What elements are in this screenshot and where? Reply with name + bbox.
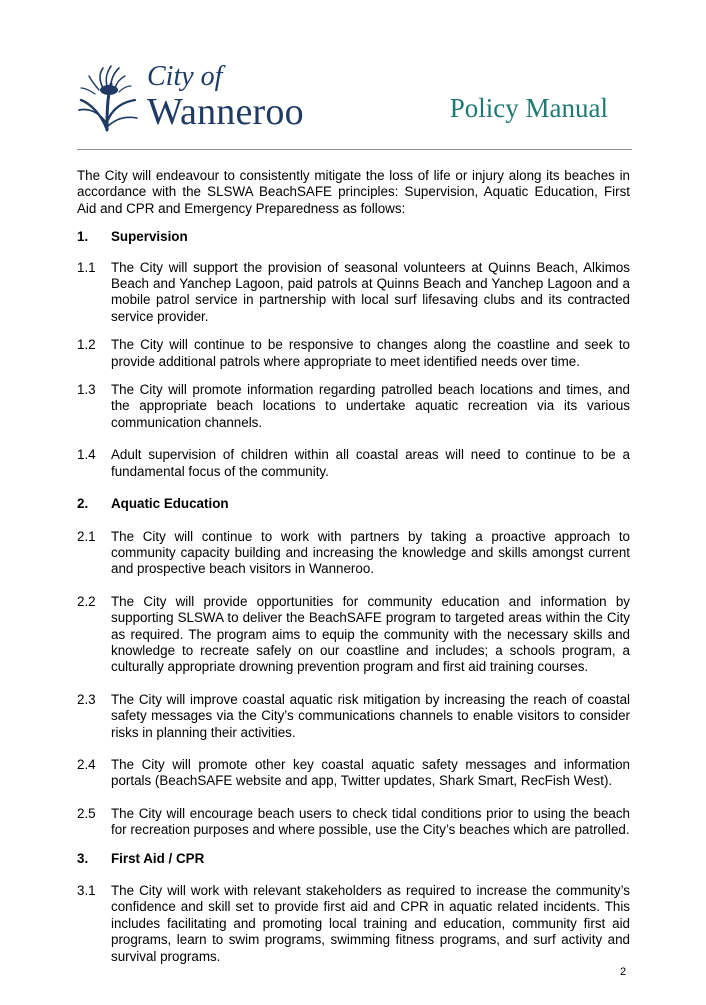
clause-text: Adult supervision of children within all coastal areas will need to continue to be a fundamental focus of the community.: [111, 447, 630, 479]
header-divider: [77, 149, 632, 150]
section-heading-aquatic-education: [77, 496, 630, 512]
clause-text: The City will support the provision of seasonal volunteers at Quinns Beach, Alkimos Beach and Yanchep Lagoon, paid patrols at Quinns Beach and Yanchep Lagoon and a mobile patrol service in partnership with local surf lifesaving clubs and its contracted service provider.: [111, 259, 630, 324]
clause-number: 3.1: [77, 883, 96, 898]
clause-item: [77, 757, 630, 790]
clause-text: The City will improve coastal aquatic risk mitigation by increasing the reach of coastal safety messages via the City’s communications channels to enable visitors to consider risks in planning their activities.: [111, 691, 630, 740]
clause-item: [77, 382, 630, 431]
page-header: [77, 62, 632, 152]
logo-city-of-text: City of: [147, 61, 223, 92]
clause-item: [77, 337, 630, 370]
clause-number: 1.4: [77, 447, 96, 463]
section-number: 3.: [77, 850, 89, 866]
intro-paragraph: The City will endeavour to consistently mitigate the loss of life or injury along its beaches in accordance with the SLSWA BeachSAFE principles: Supervision, Aquatic Education, First Aid and CPR and Emergency Preparedness as follows:: [77, 168, 630, 216]
section-number: 1.: [77, 229, 89, 245]
section-title: Supervision: [111, 229, 188, 245]
clause-text: The City will provide opportunities for community education and information by supporting SLSWA to deliver the BeachSAFE program to targeted areas within the City as required. The program aims to equip the community with the necessary skills and knowledge to recreate safely on our coastline and includes; a schools program, a culturally appropriate drowning prevention program and first aid training courses.: [111, 593, 630, 675]
clause-text: The City will continue to work with partners by taking a proactive approach to community capacity building and increasing the knowledge and skills amongst current and prospective beach visitors in Wanneroo.: [111, 528, 630, 577]
clause-text: The City will continue to be responsive to changes along the coastline and seek to provide additional patrols where appropriate to meet identified needs over time.: [111, 337, 630, 369]
clause-number: 2.1: [77, 528, 96, 544]
document-body: [77, 168, 630, 977]
clause-text: The City will promote other key coastal aquatic safety messages and information portals (BeachSAFE website and app, Twitter updates, Shark Smart, RecFish West).: [111, 756, 630, 789]
clause-number: 2.4: [77, 756, 96, 772]
clause-item: [77, 594, 630, 676]
clause-number: 2.5: [77, 805, 96, 821]
banksia-emblem-icon: [77, 64, 139, 132]
clause-item: [77, 806, 630, 839]
clause-number: 1.3: [77, 382, 96, 398]
section-heading-supervision: [77, 229, 630, 245]
clause-item: [77, 529, 630, 578]
clause-text: The City will promote information regarding patrolled beach locations and times, and the appropriate beach locations to undertake aquatic recreation via its various communication channels.: [111, 382, 630, 430]
clause-text: The City will work with relevant stakeholders as required to increase the community’s confidence and skill set to provide first aid and CPR in aquatic related incidents. This includes facilitating and promoting local training and education, community first aid programs, learn to swim programs, swimming fitness programs, and surf activity and survival programs.: [111, 883, 630, 964]
section-heading-first-aid-cpr: [77, 851, 630, 867]
clause-item: [77, 260, 630, 326]
clause-item: [77, 883, 630, 965]
clause-number: 2.2: [77, 593, 96, 609]
clause-item: [77, 692, 630, 741]
section-title: Aquatic Education: [111, 496, 229, 512]
clause-text: The City will encourage beach users to check tidal conditions prior to using the beach for recreation purposes and where possible, use the City’s beaches which are patrolled.: [111, 805, 630, 838]
clause-number: 1.1: [77, 259, 96, 275]
city-of-wanneroo-logo: [77, 62, 322, 134]
logo-wanneroo-text: Wanneroo: [147, 91, 304, 133]
clause-number: 1.2: [77, 337, 96, 353]
section-title: First Aid / CPR: [111, 850, 205, 866]
section-number: 2.: [77, 496, 89, 512]
page-number: 2: [620, 966, 627, 978]
document-title: Policy Manual: [449, 93, 608, 123]
clause-item: [77, 447, 630, 480]
clause-number: 2.3: [77, 691, 96, 707]
